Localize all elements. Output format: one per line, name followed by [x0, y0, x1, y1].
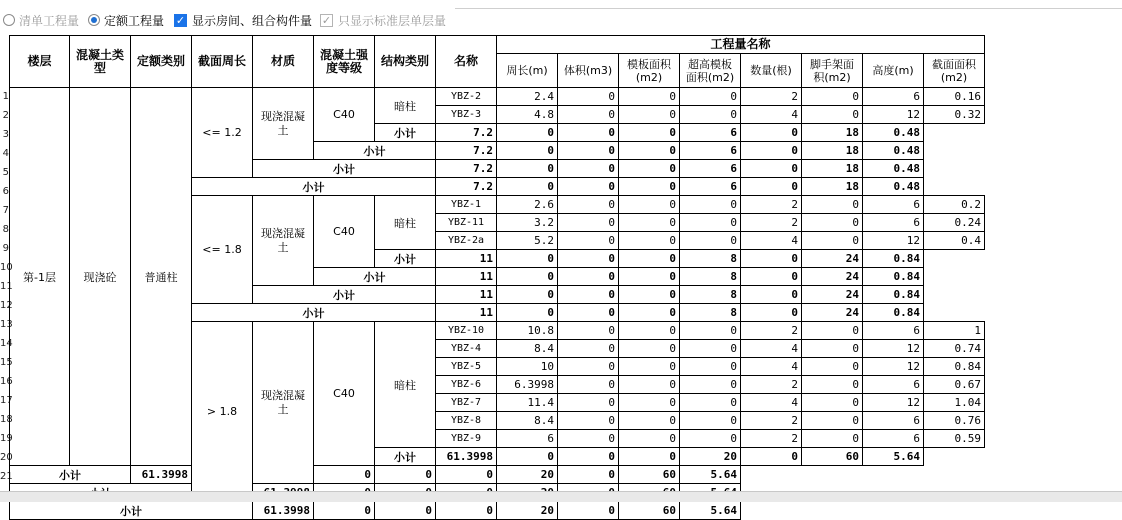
cell-formwork[interactable]: 0: [619, 322, 680, 340]
cell-perimeter[interactable]: 4.8: [497, 106, 558, 124]
cell-formwork[interactable]: 0: [558, 160, 619, 178]
cell-material[interactable]: 现浇混凝土: [253, 88, 314, 160]
cell-formwork[interactable]: 0: [375, 502, 436, 520]
cell-scaffold[interactable]: 0: [741, 448, 802, 466]
cell-count[interactable]: 2: [741, 322, 802, 340]
cell-height[interactable]: 6: [863, 376, 924, 394]
cell-volume[interactable]: 0: [314, 466, 375, 484]
cell-perimeter[interactable]: 11: [436, 304, 497, 322]
cell-count[interactable]: 4: [741, 340, 802, 358]
cell-volume[interactable]: 0: [558, 196, 619, 214]
cell-volume[interactable]: 0: [558, 394, 619, 412]
cell-scaffold[interactable]: 0: [741, 142, 802, 160]
subtotal-label: 小计: [192, 178, 436, 196]
cell-volume[interactable]: 0: [497, 268, 558, 286]
cell-volume[interactable]: 0: [558, 430, 619, 448]
cell-height[interactable]: 6: [863, 322, 924, 340]
table-row[interactable]: [10, 88, 985, 106]
cell-formwork[interactable]: 0: [558, 286, 619, 304]
cell-floor[interactable]: 第-1层: [10, 88, 70, 466]
cell-name[interactable]: YBZ-2: [436, 88, 497, 106]
cell-height[interactable]: 6: [863, 88, 924, 106]
cell-area[interactable]: 0.84: [863, 268, 924, 286]
row-number: 12: [0, 300, 13, 311]
row-number: 6: [2, 186, 9, 197]
cell-scaffold[interactable]: 0: [802, 322, 863, 340]
cell-volume[interactable]: 0: [497, 178, 558, 196]
cell-perimeter[interactable]: 7.2: [436, 178, 497, 196]
header-height[interactable]: 高度(m): [863, 54, 924, 88]
row-number: 11: [0, 281, 13, 292]
cell-scaffold[interactable]: 0: [741, 124, 802, 142]
subtotal-label: 小计: [10, 502, 253, 520]
header-floor[interactable]: 楼层: [10, 36, 70, 88]
cell-height[interactable]: 24: [802, 286, 863, 304]
radio-bill-quantity-label: 清单工程量: [19, 13, 80, 28]
cell-scaffold[interactable]: 0: [802, 106, 863, 124]
cell-formwork[interactable]: 0: [558, 268, 619, 286]
cell-perimeter[interactable]: 7.2: [436, 142, 497, 160]
cell-over[interactable]: 0: [680, 376, 741, 394]
cell-count[interactable]: 20: [497, 502, 558, 520]
radio-quota-quantity-label: 定额工程量: [104, 13, 165, 28]
cell-structure-type[interactable]: 暗柱: [375, 196, 436, 250]
quantity-report-table: [9, 35, 985, 520]
cell-perimeter[interactable]: 11: [436, 268, 497, 286]
cell-volume[interactable]: 0: [497, 124, 558, 142]
row-number: 20: [0, 452, 13, 463]
row-number: 14: [0, 338, 13, 349]
cell-area[interactable]: 1: [924, 322, 985, 340]
cell-area[interactable]: 0.84: [863, 286, 924, 304]
cell-count[interactable]: 8: [680, 304, 741, 322]
cell-perimeter[interactable]: 61.3998: [253, 502, 314, 520]
cell-volume[interactable]: 0: [314, 502, 375, 520]
cell-name[interactable]: YBZ-9: [436, 430, 497, 448]
cell-formwork[interactable]: 0: [558, 124, 619, 142]
header-over-height-formwork[interactable]: 超高模板面积(m2): [680, 54, 741, 88]
cell-area[interactable]: 0.16: [924, 88, 985, 106]
cell-count[interactable]: 4: [741, 106, 802, 124]
row-number: 21: [0, 471, 13, 482]
cell-name[interactable]: YBZ-7: [436, 394, 497, 412]
checkbox-checked-icon: ✓: [175, 13, 186, 27]
cell-area[interactable]: 0.48: [863, 142, 924, 160]
cell-perimeter[interactable]: 11.4: [497, 394, 558, 412]
subtotal-label: 小计: [375, 448, 436, 466]
header-scaffold-area[interactable]: 脚手架面积(m2): [802, 54, 863, 88]
cell-count[interactable]: 2: [741, 430, 802, 448]
cell-material[interactable]: 现浇混凝土: [253, 322, 314, 484]
cell-count[interactable]: 4: [741, 394, 802, 412]
cell-over[interactable]: 0: [619, 250, 680, 268]
row-number: 3: [2, 129, 9, 140]
cell-scaffold[interactable]: 0: [741, 250, 802, 268]
cell-over[interactable]: 0: [680, 322, 741, 340]
checkbox-show-room-components-label: 显示房间、组合构件量: [192, 13, 313, 28]
header-strength-grade[interactable]: 混凝土强度等级: [314, 36, 375, 88]
cell-over[interactable]: 0: [680, 412, 741, 430]
header-structure-type[interactable]: 结构类别: [375, 36, 436, 88]
cell-perimeter[interactable]: 5.2: [497, 232, 558, 250]
row-number: 1: [2, 91, 9, 102]
cell-volume[interactable]: 0: [558, 322, 619, 340]
cell-height[interactable]: 24: [802, 304, 863, 322]
cell-area[interactable]: 0.2: [924, 196, 985, 214]
cell-height[interactable]: 18: [802, 124, 863, 142]
cell-over[interactable]: 0: [619, 268, 680, 286]
cell-perimeter[interactable]: 2.6: [497, 196, 558, 214]
subtotal-label: 小计: [192, 304, 436, 322]
cell-over[interactable]: 0: [680, 106, 741, 124]
cell-area[interactable]: 0.59: [924, 430, 985, 448]
radio-quota-quantity[interactable]: [88, 11, 164, 29]
cell-formwork[interactable]: 0: [558, 250, 619, 268]
cell-formwork[interactable]: 0: [619, 376, 680, 394]
cell-height[interactable]: 12: [863, 340, 924, 358]
cell-formwork[interactable]: 0: [375, 466, 436, 484]
cell-over[interactable]: 0: [619, 142, 680, 160]
cell-over[interactable]: 0: [680, 340, 741, 358]
cell-over[interactable]: 0: [680, 232, 741, 250]
cell-count[interactable]: 6: [680, 178, 741, 196]
cell-scaffold[interactable]: 0: [558, 502, 619, 520]
cell-count[interactable]: 6: [680, 124, 741, 142]
cell-scaffold[interactable]: 0: [802, 232, 863, 250]
cell-height[interactable]: 18: [802, 142, 863, 160]
cell-perimeter[interactable]: 10.8: [497, 322, 558, 340]
row-number: 10: [0, 262, 13, 273]
cell-area[interactable]: 1.04: [924, 394, 985, 412]
cell-volume[interactable]: 0: [558, 88, 619, 106]
cell-area[interactable]: 0.84: [924, 358, 985, 376]
row-number: 8: [2, 224, 9, 235]
cell-over[interactable]: 0: [619, 286, 680, 304]
cell-area[interactable]: 0.74: [924, 340, 985, 358]
cell-count[interactable]: 4: [741, 358, 802, 376]
cell-perimeter[interactable]: 8.4: [497, 412, 558, 430]
cell-area[interactable]: 0.67: [924, 376, 985, 394]
cell-over[interactable]: 0: [619, 124, 680, 142]
subtotal-label: 小计: [253, 286, 436, 304]
row-number: 19: [0, 433, 13, 444]
cell-scaffold[interactable]: 0: [741, 160, 802, 178]
cell-formwork[interactable]: 0: [619, 106, 680, 124]
cell-scaffold[interactable]: 0: [802, 394, 863, 412]
checkbox-disabled-icon: ✓: [321, 13, 332, 27]
cell-name[interactable]: YBZ-10: [436, 322, 497, 340]
cell-scaffold[interactable]: 0: [741, 178, 802, 196]
cell-area[interactable]: 0.84: [863, 304, 924, 322]
cell-formwork[interactable]: 0: [558, 448, 619, 466]
header-section-area[interactable]: 截面面积(m2): [924, 54, 985, 88]
cell-over[interactable]: 0: [680, 358, 741, 376]
row-number: 4: [2, 148, 9, 159]
cell-perimeter[interactable]: 11: [436, 286, 497, 304]
cell-volume[interactable]: 0: [497, 160, 558, 178]
cell-scaffold[interactable]: 0: [802, 430, 863, 448]
cell-perimeter[interactable]: 7.2: [436, 124, 497, 142]
cell-scaffold[interactable]: 0: [741, 268, 802, 286]
cell-over[interactable]: 0: [680, 196, 741, 214]
subtotal-label: 小计: [253, 160, 436, 178]
cell-height[interactable]: 12: [863, 232, 924, 250]
row-number: 7: [2, 205, 9, 216]
cell-scaffold[interactable]: 0: [802, 358, 863, 376]
checkbox-standard-floor-only: [320, 11, 446, 29]
cell-area[interactable]: 0.48: [863, 160, 924, 178]
cell-over[interactable]: 0: [680, 430, 741, 448]
cell-height[interactable]: 6: [863, 430, 924, 448]
cell-height[interactable]: 12: [863, 106, 924, 124]
cell-perimeter[interactable]: 61.3998: [436, 448, 497, 466]
cell-perimeter[interactable]: 2.4: [497, 88, 558, 106]
cell-over[interactable]: 0: [680, 394, 741, 412]
cell-perimeter[interactable]: 11: [436, 250, 497, 268]
cell-count[interactable]: 2: [741, 196, 802, 214]
cell-formwork[interactable]: 0: [619, 430, 680, 448]
subtotal-row[interactable]: [10, 502, 985, 520]
checkbox-show-room-components[interactable]: [174, 11, 312, 29]
cell-formwork[interactable]: 0: [619, 88, 680, 106]
cell-over[interactable]: 0: [619, 304, 680, 322]
cell-area[interactable]: 5.64: [680, 502, 741, 520]
cell-perimeter[interactable]: 8.4: [497, 340, 558, 358]
cell-formwork[interactable]: 0: [558, 142, 619, 160]
cell-formwork[interactable]: 0: [619, 232, 680, 250]
cell-count[interactable]: 2: [741, 412, 802, 430]
cell-over[interactable]: 0: [436, 466, 497, 484]
row-number: 5: [2, 167, 9, 178]
cell-perimeter[interactable]: 6.3998: [497, 376, 558, 394]
cell-volume[interactable]: 0: [558, 358, 619, 376]
cell-strength-grade[interactable]: C40: [314, 196, 375, 268]
cell-perimeter[interactable]: 3.2: [497, 214, 558, 232]
cell-count[interactable]: 20: [680, 448, 741, 466]
cell-volume[interactable]: 0: [558, 376, 619, 394]
cell-over[interactable]: 0: [680, 214, 741, 232]
cell-count[interactable]: 2: [741, 88, 802, 106]
cell-name[interactable]: YBZ-3: [436, 106, 497, 124]
cell-volume[interactable]: 0: [558, 412, 619, 430]
cell-volume[interactable]: 0: [558, 340, 619, 358]
header-formwork-area[interactable]: 模板面积(m2): [619, 54, 680, 88]
cell-formwork[interactable]: 0: [619, 394, 680, 412]
cell-name[interactable]: YBZ-8: [436, 412, 497, 430]
cell-name[interactable]: YBZ-5: [436, 358, 497, 376]
cell-scaffold[interactable]: 0: [802, 214, 863, 232]
cell-height[interactable]: 24: [802, 268, 863, 286]
cell-strength-grade[interactable]: C40: [314, 322, 375, 466]
subtotal-label: 小计: [314, 268, 436, 286]
cell-height[interactable]: 12: [863, 394, 924, 412]
cell-height[interactable]: 18: [802, 178, 863, 196]
header-section-perimeter[interactable]: 截面周长: [192, 36, 253, 88]
cell-height[interactable]: 6: [863, 196, 924, 214]
cell-count[interactable]: 2: [741, 214, 802, 232]
cell-height[interactable]: 18: [802, 160, 863, 178]
cell-count[interactable]: 20: [497, 466, 558, 484]
horizontal-scrollbar[interactable]: [0, 491, 1122, 502]
cell-formwork[interactable]: 0: [619, 412, 680, 430]
row-number: 15: [0, 357, 13, 368]
cell-height[interactable]: 6: [863, 214, 924, 232]
cell-concrete-type[interactable]: 现浇砼: [70, 88, 131, 466]
cell-scaffold[interactable]: 0: [558, 466, 619, 484]
header-name[interactable]: 名称: [436, 36, 497, 88]
cell-formwork[interactable]: 0: [619, 358, 680, 376]
row-number: 2: [2, 110, 9, 121]
cell-formwork[interactable]: 0: [619, 340, 680, 358]
cell-quota-category[interactable]: 普通柱: [131, 88, 192, 466]
cell-over[interactable]: 0: [436, 502, 497, 520]
cell-name[interactable]: YBZ-11: [436, 214, 497, 232]
cell-name[interactable]: YBZ-4: [436, 340, 497, 358]
subtotal-label: 小计: [314, 142, 436, 160]
cell-structure-type[interactable]: 暗柱: [375, 322, 436, 448]
subtotal-label: 小计: [10, 466, 131, 484]
cell-section-perimeter[interactable]: > 1.8: [192, 322, 253, 502]
cell-height[interactable]: 60: [619, 502, 680, 520]
row-number: 17: [0, 395, 13, 406]
radio-bill-quantity[interactable]: [3, 11, 79, 29]
cell-area[interactable]: 0.48: [863, 178, 924, 196]
cell-area[interactable]: 0.84: [863, 250, 924, 268]
cell-formwork[interactable]: 0: [619, 196, 680, 214]
cell-over[interactable]: 0: [619, 160, 680, 178]
cell-scaffold[interactable]: 0: [802, 340, 863, 358]
cell-height[interactable]: 12: [863, 358, 924, 376]
toolbar-divider: [455, 8, 1122, 9]
header-perimeter[interactable]: 周长(m): [497, 54, 558, 88]
checkbox-standard-floor-only-label: 只显示标准层单层量: [338, 13, 447, 28]
header-quantity-group: 工程量名称: [497, 36, 985, 54]
cell-count[interactable]: 8: [680, 268, 741, 286]
cell-scaffold[interactable]: 0: [802, 88, 863, 106]
cell-area[interactable]: 5.64: [680, 466, 741, 484]
cell-name[interactable]: YBZ-2a: [436, 232, 497, 250]
cell-name[interactable]: YBZ-1: [436, 196, 497, 214]
cell-volume[interactable]: 0: [497, 448, 558, 466]
cell-formwork[interactable]: 0: [619, 214, 680, 232]
header-count[interactable]: 数量(根): [741, 54, 802, 88]
toolbar: [0, 0, 1122, 33]
cell-scaffold[interactable]: 0: [741, 286, 802, 304]
cell-area[interactable]: 0.76: [924, 412, 985, 430]
row-number: 9: [2, 243, 9, 254]
cell-section-perimeter[interactable]: <= 1.2: [192, 88, 253, 178]
cell-volume[interactable]: 0: [558, 232, 619, 250]
cell-area[interactable]: 0.48: [863, 124, 924, 142]
cell-over[interactable]: 0: [680, 88, 741, 106]
cell-perimeter[interactable]: 10: [497, 358, 558, 376]
cell-volume[interactable]: 0: [497, 142, 558, 160]
cell-area[interactable]: 0.32: [924, 106, 985, 124]
cell-strength-grade[interactable]: C40: [314, 88, 375, 142]
cell-over[interactable]: 0: [619, 448, 680, 466]
cell-volume[interactable]: 0: [558, 106, 619, 124]
cell-scaffold[interactable]: 0: [802, 412, 863, 430]
cell-area[interactable]: 0.4: [924, 232, 985, 250]
cell-area[interactable]: 5.64: [863, 448, 924, 466]
row-number: 16: [0, 376, 13, 387]
subtotal-label: 小计: [375, 250, 436, 268]
cell-volume[interactable]: 0: [497, 304, 558, 322]
subtotal-row[interactable]: [10, 466, 985, 484]
row-number: 13: [0, 319, 13, 330]
cell-count[interactable]: 2: [741, 376, 802, 394]
row-number-gutter: [0, 87, 13, 486]
cell-height[interactable]: 6: [863, 412, 924, 430]
radio-icon: [3, 14, 15, 26]
cell-perimeter[interactable]: 61.3998: [131, 466, 192, 484]
cell-scaffold[interactable]: 0: [802, 196, 863, 214]
cell-area[interactable]: 0.24: [924, 214, 985, 232]
header-concrete-type[interactable]: 混凝土类型: [70, 36, 131, 88]
cell-scaffold[interactable]: 0: [802, 376, 863, 394]
cell-formwork[interactable]: 0: [558, 178, 619, 196]
subtotal-label: 小计: [375, 124, 436, 142]
cell-formwork[interactable]: 0: [558, 304, 619, 322]
header-volume[interactable]: 体积(m3): [558, 54, 619, 88]
cell-over[interactable]: 0: [619, 178, 680, 196]
cell-material[interactable]: 现浇混凝土: [253, 196, 314, 286]
cell-height[interactable]: 60: [802, 448, 863, 466]
header-quota-category[interactable]: 定额类别: [131, 36, 192, 88]
radio-selected-icon: [88, 14, 100, 26]
cell-height[interactable]: 24: [802, 250, 863, 268]
cell-perimeter[interactable]: 7.2: [436, 160, 497, 178]
cell-scaffold[interactable]: 0: [741, 304, 802, 322]
cell-structure-type[interactable]: 暗柱: [375, 88, 436, 124]
cell-count[interactable]: 8: [680, 286, 741, 304]
cell-count[interactable]: 4: [741, 232, 802, 250]
header-material[interactable]: 材质: [253, 36, 314, 88]
row-number: 18: [0, 414, 13, 425]
cell-section-perimeter[interactable]: <= 1.8: [192, 196, 253, 304]
cell-volume[interactable]: 0: [497, 286, 558, 304]
cell-count[interactable]: 8: [680, 250, 741, 268]
cell-volume[interactable]: 0: [497, 250, 558, 268]
cell-perimeter[interactable]: 6: [497, 430, 558, 448]
cell-count[interactable]: 6: [680, 160, 741, 178]
cell-volume[interactable]: 0: [558, 214, 619, 232]
cell-count[interactable]: 6: [680, 142, 741, 160]
cell-name[interactable]: YBZ-6: [436, 376, 497, 394]
cell-height[interactable]: 60: [619, 466, 680, 484]
